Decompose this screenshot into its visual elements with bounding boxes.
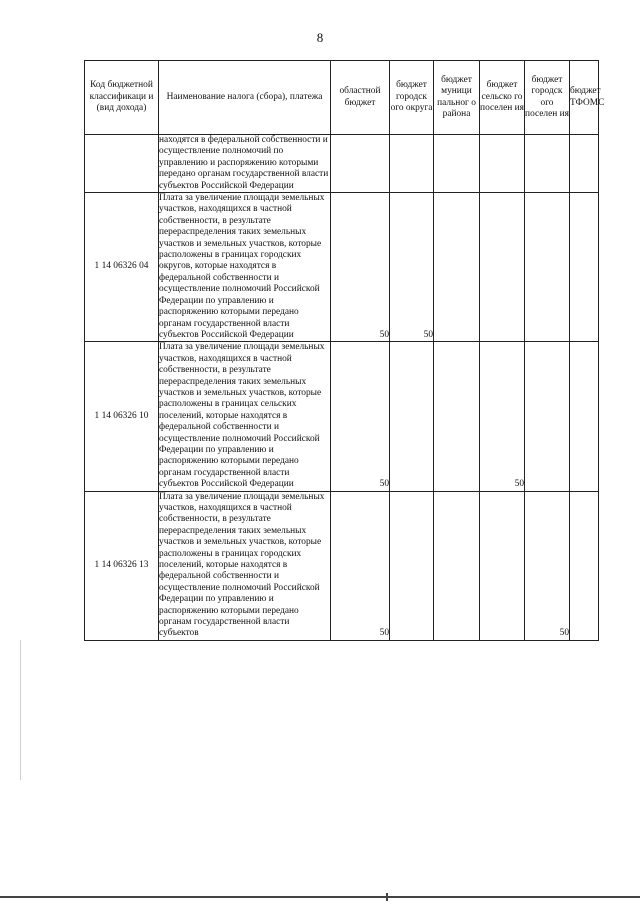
row-regional: 50 [331, 342, 390, 491]
row-rural-settlement [480, 135, 525, 193]
table-row [85, 193, 599, 342]
row-tfoms [570, 135, 599, 193]
row-tfoms [570, 491, 599, 640]
row-code: 1 14 06326 13 [85, 491, 159, 640]
row-urban-settlement [525, 342, 570, 491]
page-bottom-tick [386, 893, 388, 901]
row-urban-settlement: 50 [525, 491, 570, 640]
row-city-district [390, 342, 434, 491]
budget-revenue-table [84, 60, 605, 641]
row-regional: 50 [331, 193, 390, 342]
row-municipal-district [434, 491, 480, 640]
page-bottom-rule [0, 896, 640, 898]
row-regional: 50 [331, 491, 390, 640]
row-code [85, 135, 159, 193]
row-municipal-district [434, 193, 480, 342]
header-rural-settlement: бюджет сельско го поселен ия [480, 61, 525, 135]
row-name: находятся в федеральной собственности и осуществление полномочий по управлению и распоряжению которыми передано органам государственной власти субъектов Российской Федерации [159, 135, 331, 193]
header-city-district: бюджет городск ого округа [390, 61, 434, 135]
header-code: Код бюджетной классификаци и (вид дохода) [85, 61, 159, 135]
row-rural-settlement: 50 [480, 342, 525, 491]
row-city-district [390, 491, 434, 640]
table-row [85, 135, 599, 193]
header-municipal-district: бюджет муници пальног о района [434, 61, 480, 135]
scan-edge-line [20, 640, 21, 780]
header-urban-settlement: бюджет городск ого поселен ия [525, 61, 570, 135]
row-rural-settlement [480, 491, 525, 640]
header-name: Наименование налога (сбора), платежа [159, 61, 331, 135]
row-name: Плата за увеличение площади земельных участков, находящихся в частной собственности, в результате перераспределения таких земельных участков и земельных участков, которые расположены в границах городских поселений, которые находятся в федеральной собственности и осуществление полномочий Российской Федерации по управлению и распоряжению которыми передано органам государственной власти субъектов [159, 491, 331, 640]
row-municipal-district [434, 135, 480, 193]
row-municipal-district [434, 342, 480, 491]
row-city-district: 50 [390, 193, 434, 342]
row-rural-settlement [480, 193, 525, 342]
row-city-district [390, 135, 434, 193]
row-code: 1 14 06326 04 [85, 193, 159, 342]
header-regional: областной бюджет [331, 61, 390, 135]
row-regional [331, 135, 390, 193]
row-name: Плата за увеличение площади земельных участков, находящихся в частной собственности, в результате перераспределения таких земельных участков и земельных участков, которые расположены в границах сельских поселений, которые находятся в федеральной собственности и осуществление полномочий Российской Федерации по управлению и распоряжению которыми передано органам государственной власти субъектов Российской Федерации [159, 342, 331, 491]
row-code: 1 14 06326 10 [85, 342, 159, 491]
header-tfoms: бюджет ТФОМС [570, 61, 599, 135]
page-number: 8 [316, 30, 324, 45]
table-header-row [85, 61, 599, 135]
row-tfoms [570, 193, 599, 342]
row-urban-settlement [525, 135, 570, 193]
row-tfoms [570, 342, 599, 491]
row-urban-settlement [525, 193, 570, 342]
table-row [85, 342, 599, 491]
row-name: Плата за увеличение площади земельных участков, находящихся в частной собственности, в результате перераспределения таких земельных участков и земельных участков, которые расположены в границах городских округов, которые находятся в федеральной собственности и осуществление полномочий Российской Федерации по управлению и распоряжению которыми передано органам государственной власти субъектов Российской Федерации [159, 193, 331, 342]
table-row [85, 491, 599, 640]
